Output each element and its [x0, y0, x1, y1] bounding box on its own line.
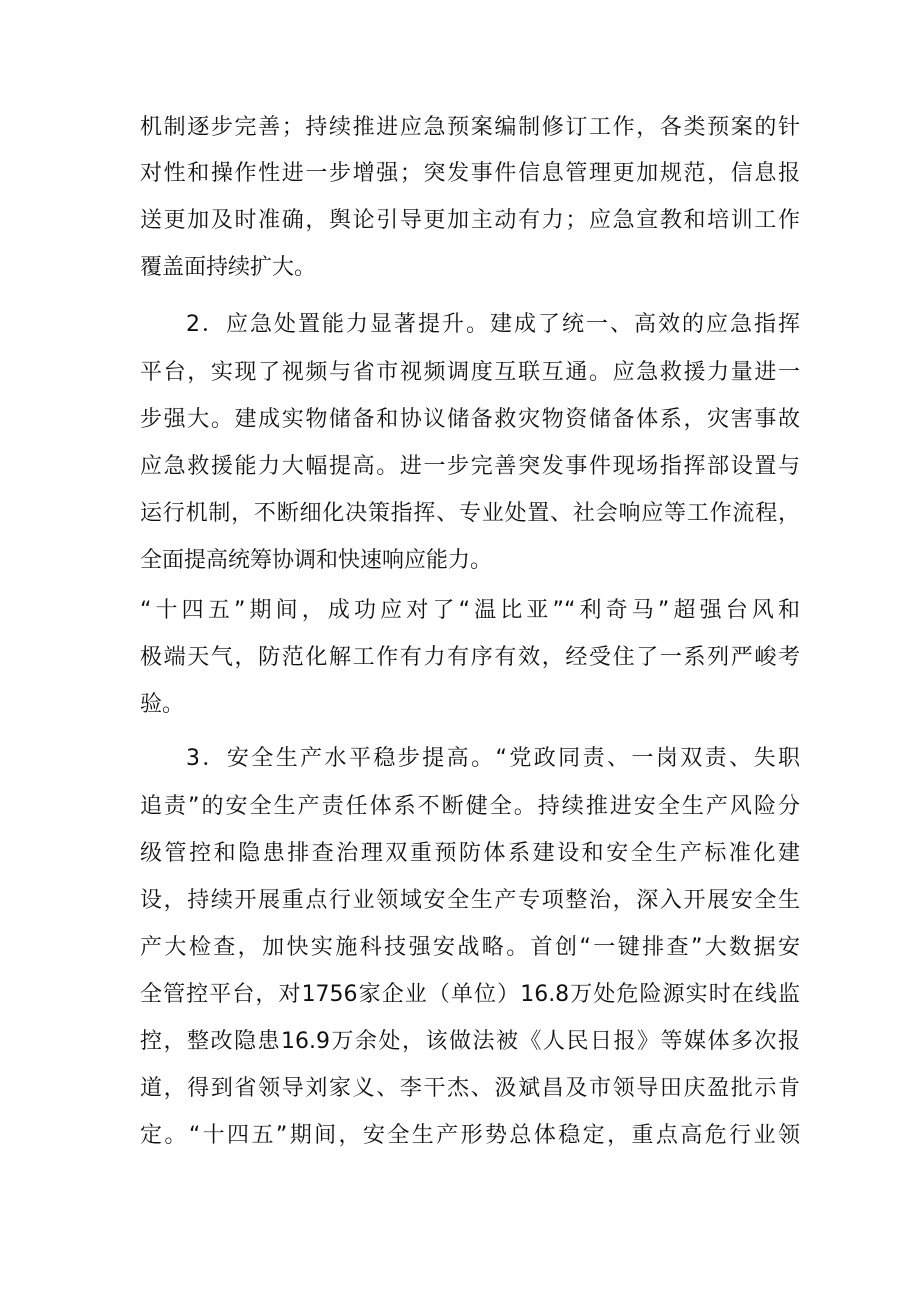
text-line: 送更加及时准确，舆论引导更加主动有力；应急宣教和培训工作	[140, 208, 800, 233]
text-line: 全管控平台，对1756家企业（单位）16.8万处危险源实时在线监	[140, 982, 800, 1007]
text-line: 道，得到省领导刘家义、李干杰、汲斌昌及市领导田庆盈批示肯	[140, 1076, 800, 1101]
text-line: 产大检查，加快实施科技强安战略。首创“一键排查”大数据安	[140, 935, 801, 960]
text-line: 验。	[140, 692, 185, 717]
text-line: 控，整改隐患16.9万余处，该做法被《人民日报》等媒体多次报	[140, 1029, 800, 1054]
text-line: 机制逐步完善；持续推进应急预案编制修订工作，各类预案的针	[140, 115, 800, 140]
text-line: 定。“十四五”期间，安全生产形势总体稳定，重点高危行业领	[140, 1123, 800, 1148]
text-line: 设，持续开展重点行业领域安全生产专项整治，深入开展安全生	[140, 888, 800, 913]
text-line: 运行机制，不断细化决策指挥、专业处置、社会响应等工作流程，	[140, 501, 800, 526]
text-line: “十四五”期间，成功应对了“温比亚”“利奇马”超强台风和	[140, 598, 800, 623]
text-line: 追责”的安全生产责任体系不断健全。持续推进安全生产风险分	[140, 794, 800, 819]
text-line: 全面提高统筹协调和快速响应能力。	[140, 548, 493, 573]
text-line: 3．安全生产水平稳步提高。“党政同责、一岗双责、失职	[186, 746, 800, 771]
text-line: 级管控和隐患排查治理双重预防体系建设和安全生产标准化建	[140, 841, 800, 866]
text-line: 覆盖面持续扩大。	[140, 255, 317, 280]
text-line: 应急救援能力大幅提高。进一步完善突发事件现场指挥部设置与	[140, 454, 800, 479]
text-line: 平台，实现了视频与省市视频调度互联互通。应急救援力量进一	[140, 360, 800, 385]
text-line: 2．应急处置能力显著提升。建成了统一、高效的应急指挥	[186, 312, 800, 337]
text-line: 极端天气，防范化解工作有力有序有效，经受住了一系列严峻考	[140, 645, 800, 670]
text-line: 步强大。建成实物储备和协议储备救灾物资储备体系，灾害事故	[140, 407, 800, 432]
text-line: 对性和操作性进一步增强；突发事件信息管理更加规范，信息报	[140, 161, 800, 186]
